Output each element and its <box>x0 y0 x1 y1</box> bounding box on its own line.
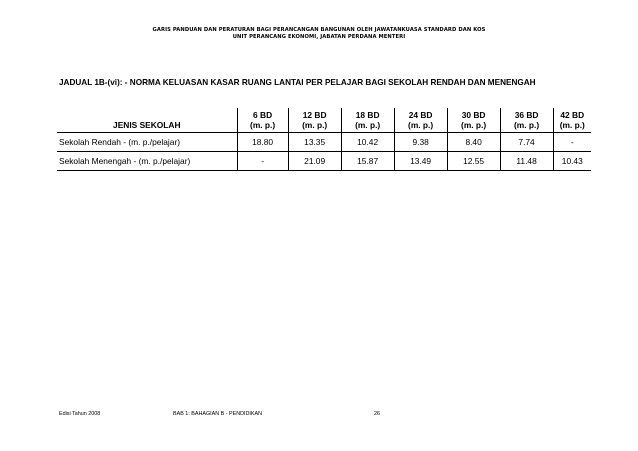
table-cell: 13.49 <box>394 152 447 171</box>
table-cell: 9.38 <box>394 133 447 152</box>
row-label: Sekolah Menengah - (m. p./pelajar) <box>57 152 237 171</box>
header-col-24bd <box>394 108 447 133</box>
header-unit-label: (m. p.) <box>559 120 585 130</box>
header-line-2: UNIT PERANCANG EKONOMI, JABATAN PERDANA MENTERI <box>232 34 406 40</box>
footer-chapter: BAB 1: BAHAGIAN B - PENDIDIKAN <box>173 411 262 417</box>
table-row-sekolah-menengah <box>57 152 591 171</box>
table-cell: 8.40 <box>447 133 500 152</box>
table-cell: 12.55 <box>447 152 500 171</box>
row-label: Sekolah Rendah - (m. p./pelajar) <box>57 133 237 152</box>
table-cell: 7.74 <box>500 133 553 152</box>
header-school-type: JENIS SEKOLAH <box>57 108 237 133</box>
document-header <box>0 27 638 41</box>
table-cell: 15.87 <box>341 152 394 171</box>
table-cell: 13.35 <box>288 133 341 152</box>
header-unit-label: (m. p.) <box>461 120 487 130</box>
table-title: JADUAL 1B-(vi): - NORMA KELUASAN KASAR RUANG LANTAI PER PELAJAR BAGI SEKOLAH RENDAH DAN MENENGAH <box>59 78 536 87</box>
header-col-18bd <box>341 108 394 133</box>
table-cell: 18.80 <box>237 133 288 152</box>
header-bd-label: 30 BD <box>461 110 486 120</box>
header-col-36bd <box>500 108 553 133</box>
header-unit-label: (m. p.) <box>514 120 540 130</box>
header-bd-label: 24 BD <box>408 110 433 120</box>
header-bd-label: 6 BD <box>253 110 273 120</box>
table-cell: - <box>237 152 288 171</box>
header-bd-label: 42 BD <box>560 110 585 120</box>
header-line-1: GARIS PANDUAN DAN PERATURAN BAGI PERANCANGAN BANGUNAN OLEH JAWATANKUASA STANDARD DAN KOS <box>152 27 486 33</box>
header-bd-label: 12 BD <box>302 110 327 120</box>
header-unit-label: (m. p.) <box>408 120 434 130</box>
table-cell: 10.42 <box>341 133 394 152</box>
table-cell: - <box>553 133 591 152</box>
school-area-table <box>57 108 591 171</box>
table-row-sekolah-rendah <box>57 133 591 152</box>
header-col-42bd <box>553 108 591 133</box>
footer-edition: Edisi Tahun 2008 <box>59 411 101 417</box>
footer-page-number: 26 <box>374 411 380 417</box>
header-bd-label: 36 BD <box>514 110 539 120</box>
header-col-12bd <box>288 108 341 133</box>
header-bd-label: 18 BD <box>355 110 380 120</box>
header-col-30bd <box>447 108 500 133</box>
header-unit-label: (m. p.) <box>302 120 328 130</box>
table-cell: 10.43 <box>553 152 591 171</box>
table-header-row <box>57 108 591 133</box>
header-unit-label: (m. p.) <box>250 120 276 130</box>
header-col-6bd <box>237 108 288 133</box>
table-cell: 11.48 <box>500 152 553 171</box>
header-unit-label: (m. p.) <box>355 120 381 130</box>
table-cell: 21.09 <box>288 152 341 171</box>
